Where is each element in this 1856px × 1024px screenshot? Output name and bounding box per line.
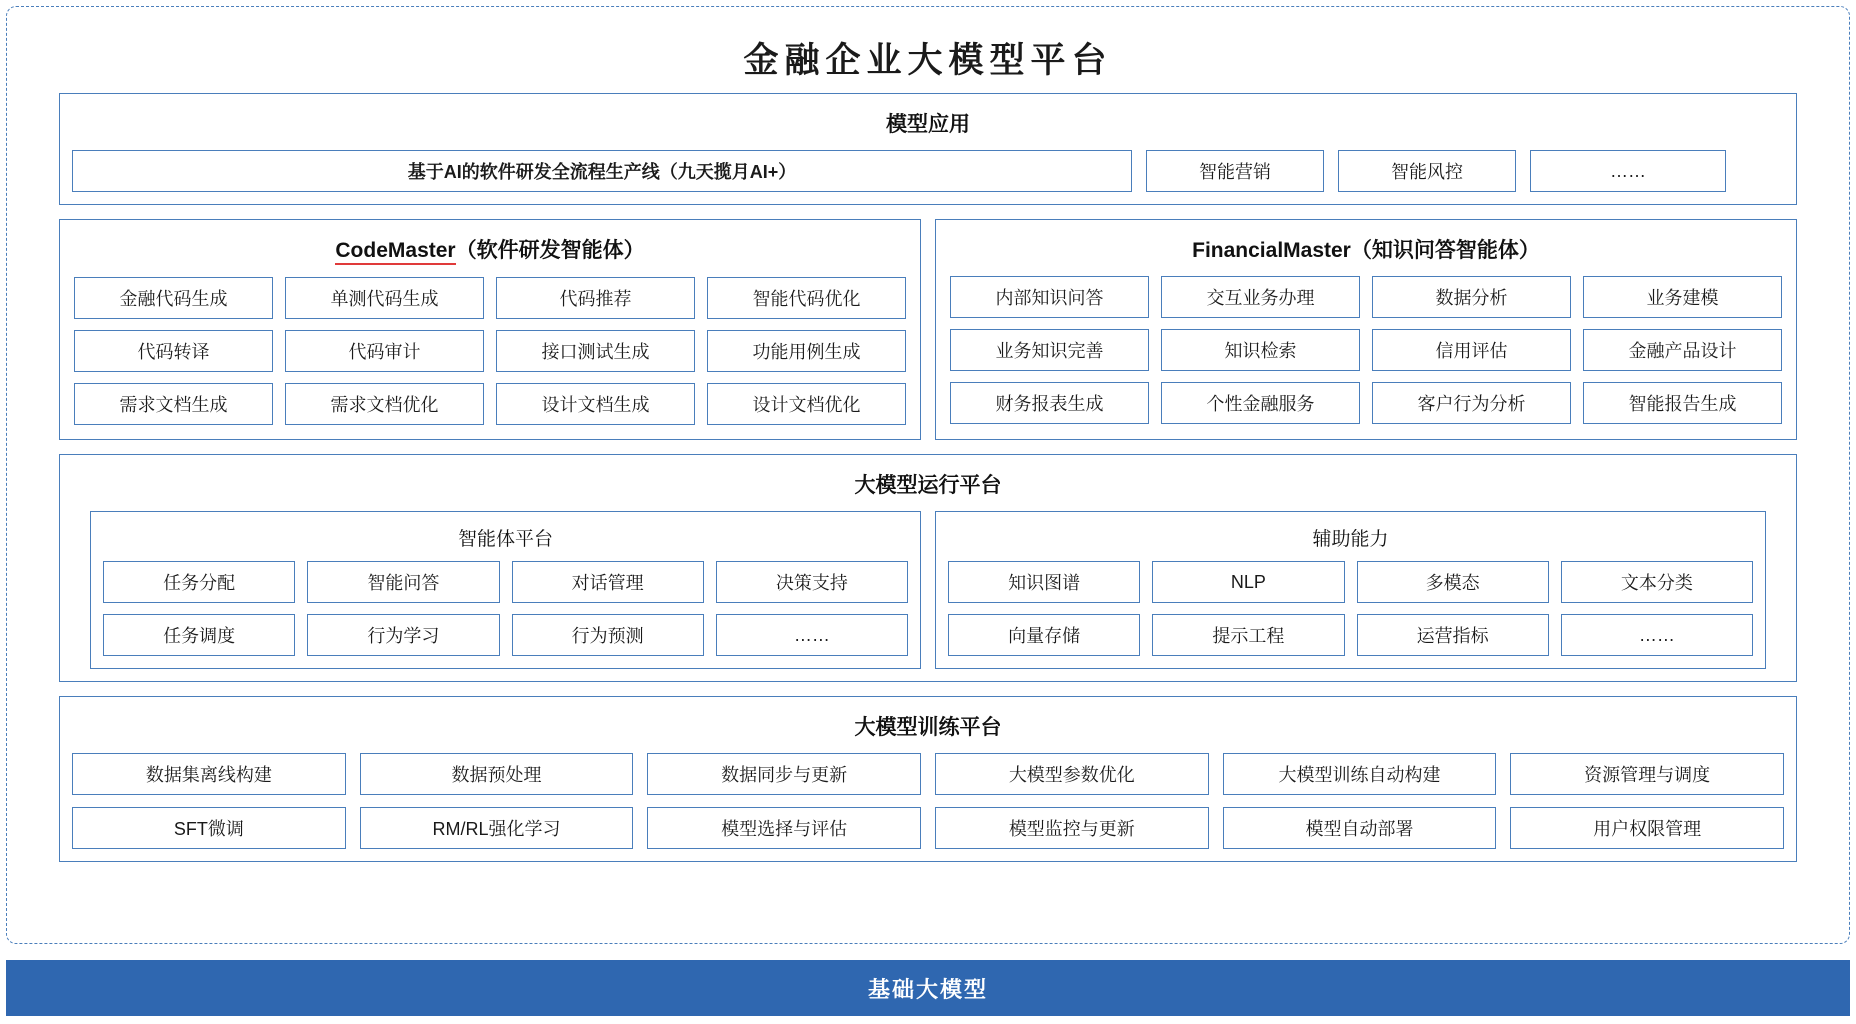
financialmaster-grid xyxy=(950,276,1782,424)
agent-platform-grid xyxy=(103,561,908,656)
section-financialmaster xyxy=(935,219,1797,440)
training-platform-item[interactable]: 模型自动部署 xyxy=(1223,807,1497,849)
assist-capability-item[interactable]: …… xyxy=(1561,614,1753,656)
app-item-risk[interactable]: 智能风控 xyxy=(1338,150,1516,192)
page-title: 金融企业大模型平台 xyxy=(743,41,1113,81)
assist-capability-item[interactable]: 知识图谱 xyxy=(948,561,1140,603)
training-platform-item[interactable]: 数据同步与更新 xyxy=(647,753,921,795)
financialmaster-item[interactable]: 内部知识问答 xyxy=(950,276,1149,318)
financialmaster-title-sub: （知识问答智能体） xyxy=(1350,239,1540,262)
base-model-bar: 基础大模型 xyxy=(6,960,1850,1016)
training-platform-item[interactable]: 数据集离线构建 xyxy=(72,753,346,795)
runtime-subsections xyxy=(72,511,1784,669)
section-model-application xyxy=(59,93,1797,205)
codemaster-title-sub: （软件研发智能体） xyxy=(455,239,645,262)
architecture-frame xyxy=(6,6,1850,944)
financialmaster-item[interactable]: 交互业务办理 xyxy=(1161,276,1360,318)
agent-platform-item[interactable]: 任务分配 xyxy=(103,561,295,603)
financialmaster-item[interactable]: 数据分析 xyxy=(1372,276,1571,318)
app-main-item[interactable]: 基于AI的软件研发全流程生产线（九天揽月AI+） xyxy=(72,150,1132,192)
training-platform-item[interactable]: 模型选择与评估 xyxy=(647,807,921,849)
agent-platform-item[interactable]: 智能问答 xyxy=(307,561,499,603)
section-title-runtime-platform: 大模型运行平台 xyxy=(854,474,1002,498)
app-item-more[interactable]: …… xyxy=(1530,150,1726,192)
subsection-agent-platform xyxy=(90,511,921,669)
agent-platform-item[interactable]: 行为预测 xyxy=(512,614,704,656)
financialmaster-item[interactable]: 信用评估 xyxy=(1372,329,1571,371)
assist-capability-item[interactable]: 运营指标 xyxy=(1357,614,1549,656)
financialmaster-item[interactable]: 知识检索 xyxy=(1161,329,1360,371)
subsection-title-agent-platform: 智能体平台 xyxy=(457,529,553,551)
financialmaster-item[interactable]: 业务知识完善 xyxy=(950,329,1149,371)
codemaster-item[interactable]: 代码推荐 xyxy=(496,277,695,319)
codemaster-item[interactable]: 智能代码优化 xyxy=(707,277,906,319)
codemaster-item[interactable]: 代码转译 xyxy=(74,330,273,372)
section-title-training-platform: 大模型训练平台 xyxy=(854,716,1002,740)
assist-capability-item[interactable]: 提示工程 xyxy=(1152,614,1344,656)
financialmaster-title-main: FinancialMaster xyxy=(1192,239,1351,262)
codemaster-item[interactable]: 设计文档优化 xyxy=(707,383,906,425)
financialmaster-item[interactable]: 财务报表生成 xyxy=(950,382,1149,424)
agent-platform-item[interactable]: 行为学习 xyxy=(307,614,499,656)
assist-capability-item[interactable]: 多模态 xyxy=(1357,561,1549,603)
section-title-financialmaster xyxy=(950,234,1782,264)
section-codemaster xyxy=(59,219,921,440)
training-platform-item[interactable]: 用户权限管理 xyxy=(1510,807,1784,849)
training-platform-item[interactable]: 大模型参数优化 xyxy=(935,753,1209,795)
section-training-platform xyxy=(59,696,1797,862)
training-platform-item[interactable]: SFT微调 xyxy=(72,807,346,849)
assist-capability-item[interactable]: NLP xyxy=(1152,561,1344,603)
financialmaster-item[interactable]: 金融产品设计 xyxy=(1583,329,1782,371)
assist-capability-item[interactable]: 向量存储 xyxy=(948,614,1140,656)
app-item-marketing[interactable]: 智能营销 xyxy=(1146,150,1324,192)
codemaster-item[interactable]: 单测代码生成 xyxy=(285,277,484,319)
training-platform-item[interactable]: RM/RL强化学习 xyxy=(360,807,634,849)
subsection-assist-capability xyxy=(935,511,1766,669)
agent-platform-item[interactable]: 决策支持 xyxy=(716,561,908,603)
section-title-model-application: 模型应用 xyxy=(886,113,970,136)
financialmaster-item[interactable]: 客户行为分析 xyxy=(1372,382,1571,424)
subsection-title-assist-capability: 辅助能力 xyxy=(1312,529,1389,551)
financialmaster-item[interactable]: 智能报告生成 xyxy=(1583,382,1782,424)
codemaster-item[interactable]: 代码审计 xyxy=(285,330,484,372)
agent-platform-item[interactable]: 对话管理 xyxy=(512,561,704,603)
section-title-codemaster xyxy=(74,234,906,265)
agents-row xyxy=(59,219,1797,440)
model-application-row xyxy=(72,150,1784,192)
codemaster-item[interactable]: 需求文档优化 xyxy=(285,383,484,425)
financialmaster-item[interactable]: 业务建模 xyxy=(1583,276,1782,318)
codemaster-grid xyxy=(74,277,906,425)
codemaster-item[interactable]: 接口测试生成 xyxy=(496,330,695,372)
codemaster-item[interactable]: 金融代码生成 xyxy=(74,277,273,319)
training-platform-item[interactable]: 资源管理与调度 xyxy=(1510,753,1784,795)
agent-platform-item[interactable]: …… xyxy=(716,614,908,656)
training-platform-grid xyxy=(72,753,1784,849)
training-platform-item[interactable]: 模型监控与更新 xyxy=(935,807,1209,849)
codemaster-item[interactable]: 功能用例生成 xyxy=(707,330,906,372)
codemaster-title-main: CodeMaster xyxy=(335,239,455,265)
section-runtime-platform xyxy=(59,454,1797,682)
codemaster-item[interactable]: 设计文档生成 xyxy=(496,383,695,425)
assist-capability-grid xyxy=(948,561,1753,656)
financialmaster-item[interactable]: 个性金融服务 xyxy=(1161,382,1360,424)
training-platform-item[interactable]: 大模型训练自动构建 xyxy=(1223,753,1497,795)
agent-platform-item[interactable]: 任务调度 xyxy=(103,614,295,656)
assist-capability-item[interactable]: 文本分类 xyxy=(1561,561,1753,603)
codemaster-item[interactable]: 需求文档生成 xyxy=(74,383,273,425)
training-platform-item[interactable]: 数据预处理 xyxy=(360,753,634,795)
